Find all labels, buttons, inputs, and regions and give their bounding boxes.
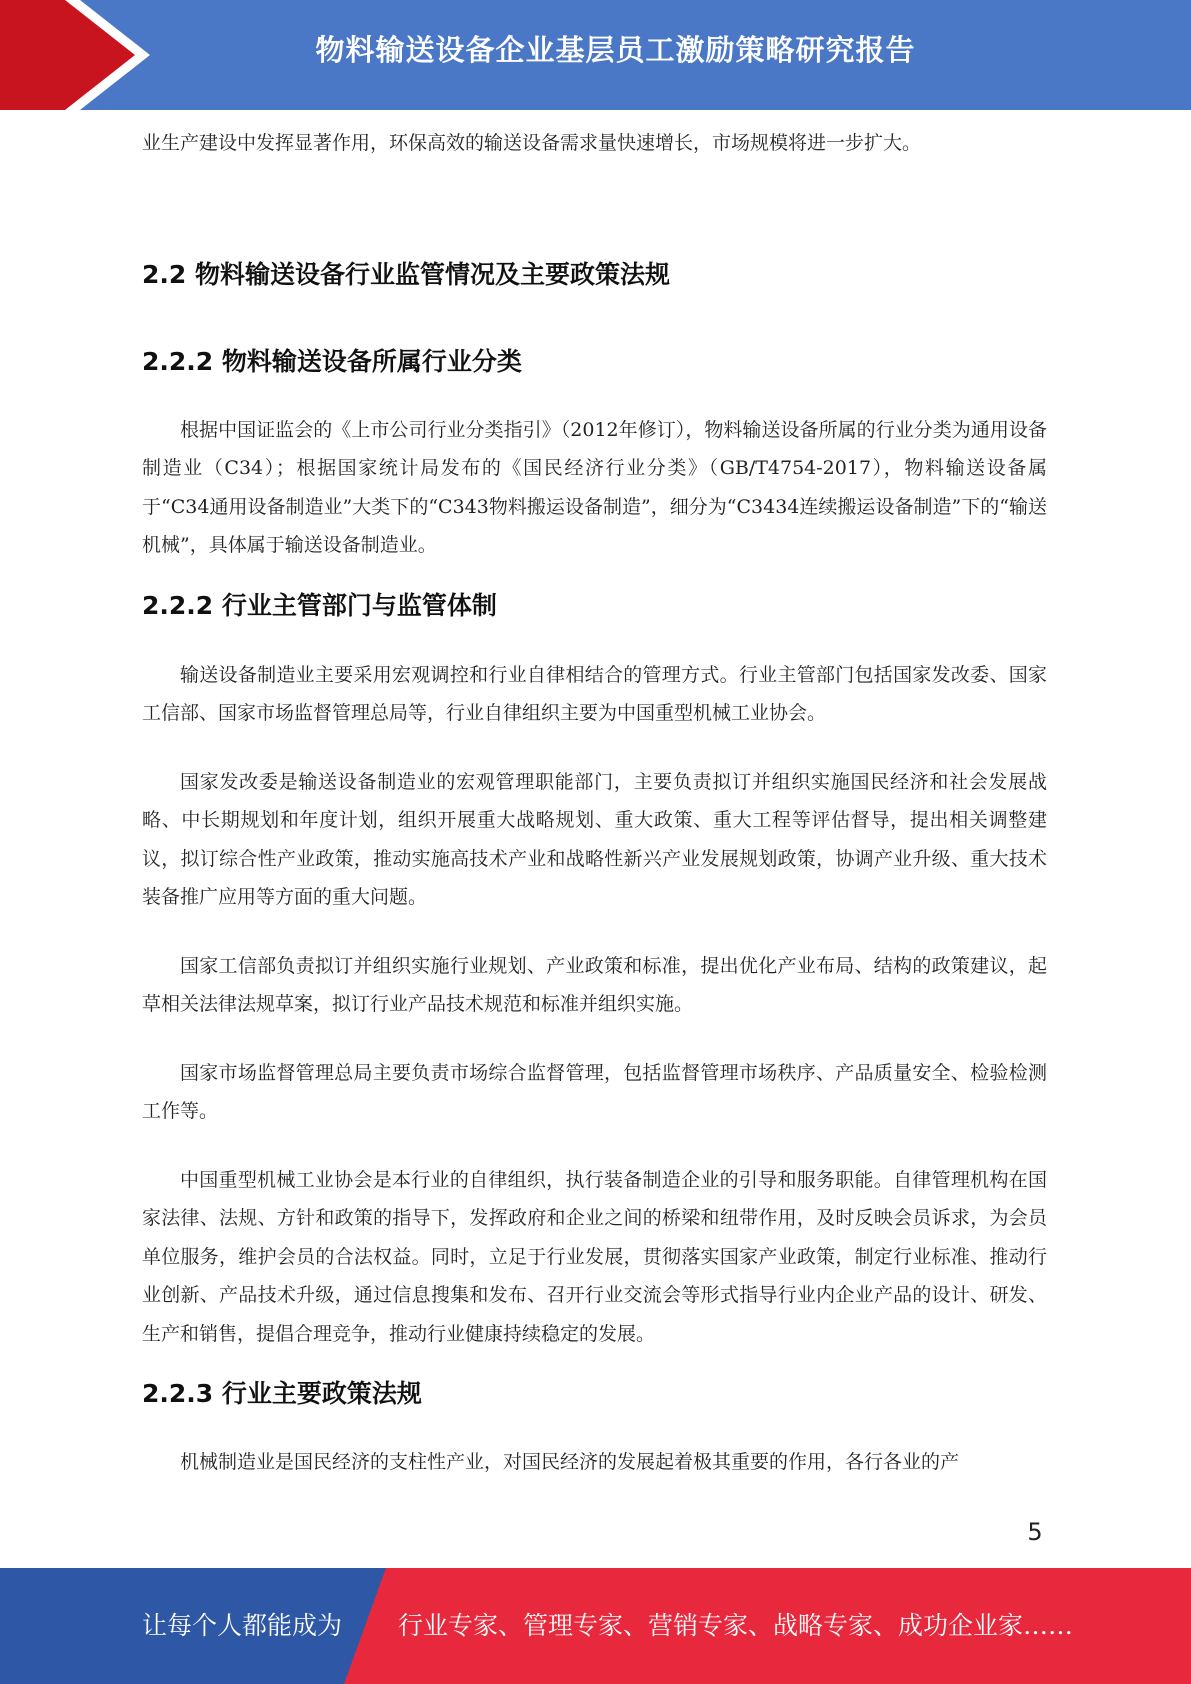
paragraph: 国家市场监督管理总局主要负责市场综合监督管理，包括监督管理市场秩序、产品质量安全、检验检测工作等。 [142,1061,1047,1122]
page-footer [0,1568,1191,1684]
paragraph: 输送设备制造业主要采用宏观调控和行业自律相结合的管理方式。行业主管部门包括国家发改委、国家工信部、国家市场监督管理总局等，行业自律组织主要为中国重型机械工业协会。 [142,663,1047,724]
page-number: 5 [1027,1518,1043,1546]
paragraph: 根据中国证监会的《上市公司行业分类指引》（2012年修订），物料输送设备所属的行业分类为通用设备制造业（C34）；根据国家统计局发布的《国民经济行业分类》（GB/T4754-2017），物料输送设备属于“C34通用设备制造业”大类下的“C343物料搬运设备制造”，细分为“C3434连续搬运设备制造”下的“输送机械”，具体属于输送设备制造业。 [142,418,1047,556]
paragraph: 机械制造业是国民经济的支柱性产业，对国民经济的发展起着极其重要的作用，各行各业的产 [180,1451,960,1473]
paragraph: 业生产建设中发挥显著作用，环保高效的输送设备需求量快速增长，市场规模将进一步扩大。 [142,132,922,154]
paragraph: 中国重型机械工业协会是本行业的自律组织，执行装备制造企业的引导和服务职能。自律管理机构在国家法律、法规、方针和政策的指导下，发挥政府和企业之间的桥梁和纽带作用，及时反映会员诉求，为会员单位服务，维护会员的合法权益。同时，立足于行业发展，贯彻落实国家产业政策，制定行业标准、推动行业创新、产品技术升级，通过信息搜集和发布、召开行业交流会等形式指导行业内企业产品的设计、研发、生产和销售，提倡合理竞争，推动行业健康持续稳定的发展。 [142,1168,1047,1345]
footer-slogan-right: 行业专家、管理专家、营销专家、战略专家、成功企业家…… [398,1611,1074,1640]
footer-slogan-left: 让每个人都能成为 [142,1611,343,1640]
page-header [0,0,1191,110]
section-heading-regulatory-system: 2.2.2 行业主管部门与监管体制 [142,590,497,620]
section-heading-2-2: 2.2 物料输送设备行业监管情况及主要政策法规 [142,259,670,289]
paragraph: 国家发改委是输送设备制造业的宏观管理职能部门，主要负责拟订并组织实施国民经济和社会发展战略、中长期规划和年度计划，组织开展重大战略规划、重大政策、重大工程等评估督导，提出相关调整建议，拟订综合性产业政策，推动实施高技术产业和战略性新兴产业发展规划政策，协调产业升级、重大技术装备推广应用等方面的重大问题。 [142,770,1047,908]
section-heading-policies: 2.2.3 行业主要政策法规 [142,1379,422,1408]
document-body [142,124,1047,1482]
paragraph: 国家工信部负责拟订并组织实施行业规划、产业政策和标准，提出优化产业布局、结构的政策建议，起草相关法律法规草案，拟订行业产品技术规范和标准并组织实施。 [142,954,1047,1015]
section-heading-industry-classification: 2.2.2 物料输送设备所属行业分类 [142,346,522,376]
report-title: 物料输送设备企业基层员工激励策略研究报告 [315,33,916,67]
